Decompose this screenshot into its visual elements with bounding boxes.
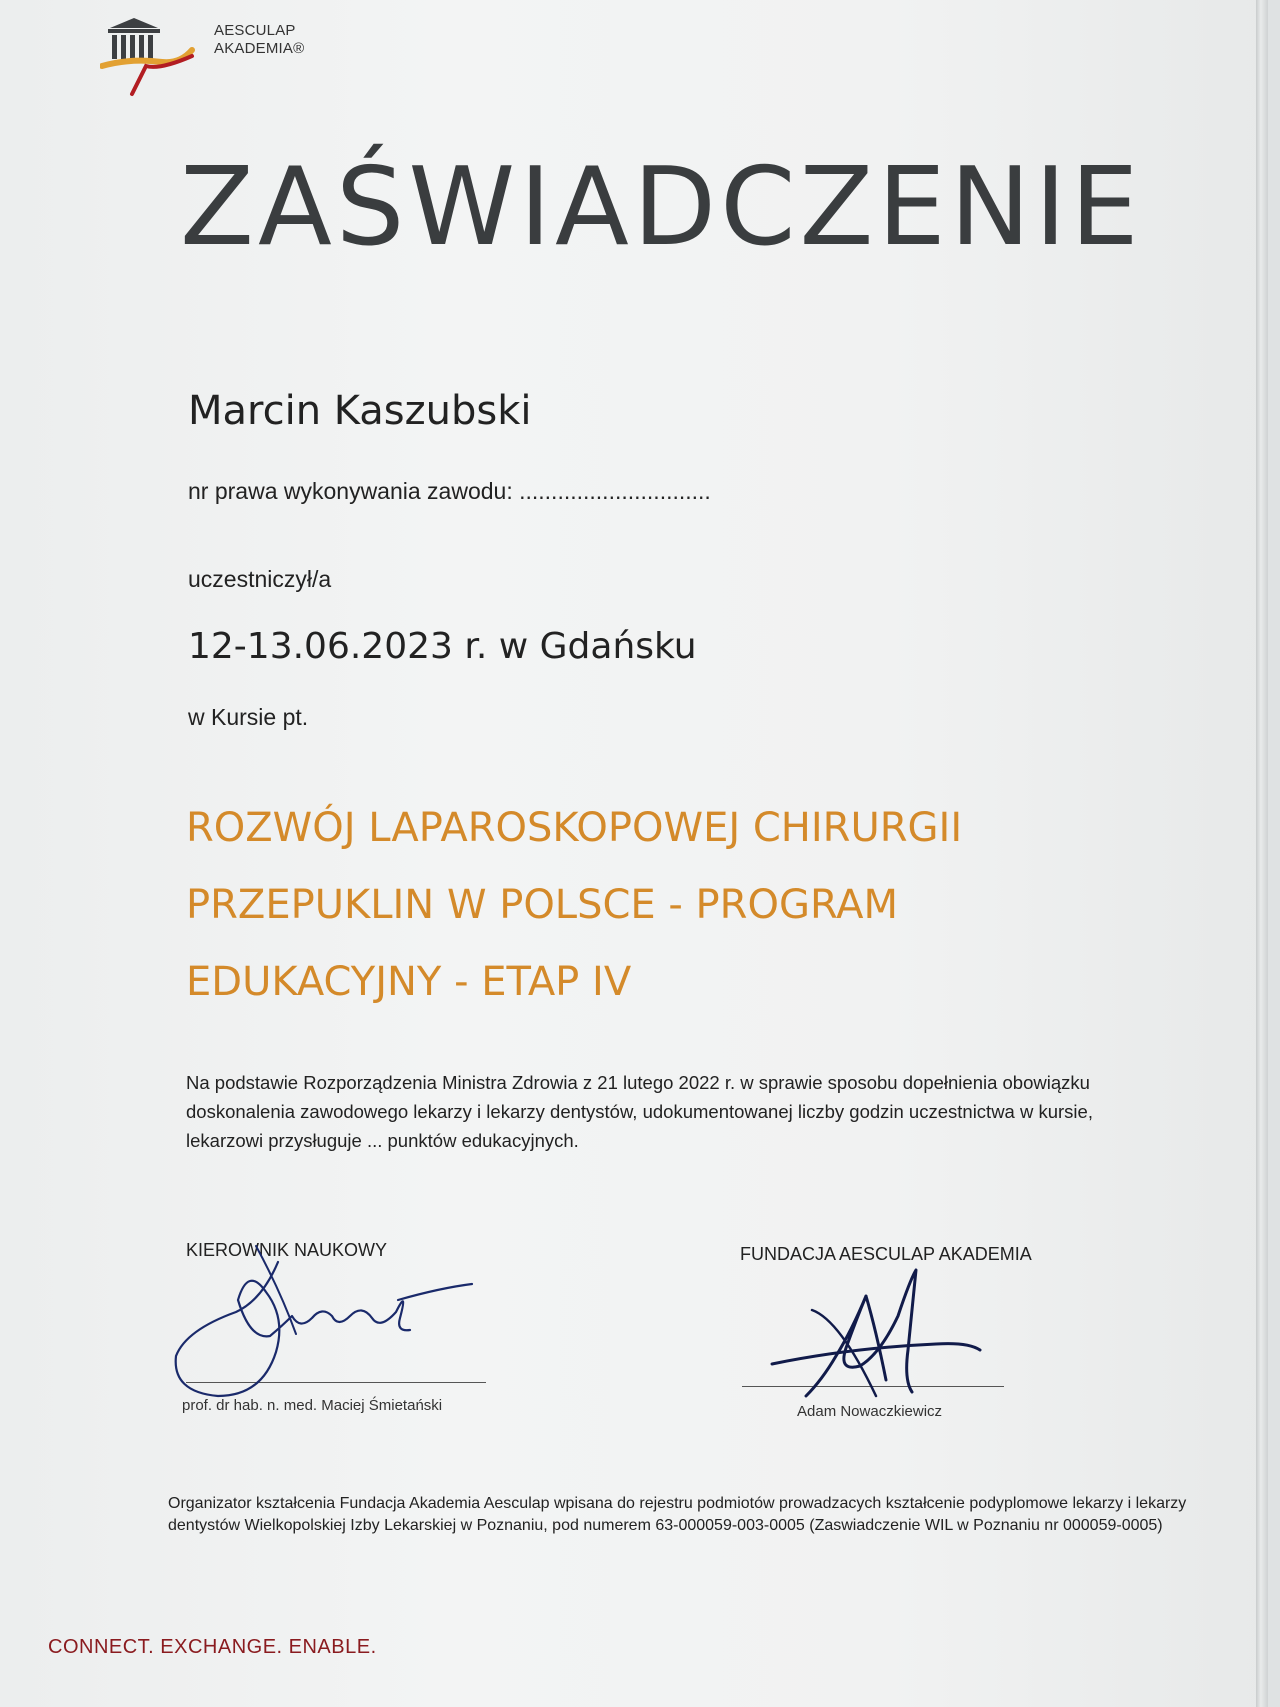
course-title [186,790,1146,1021]
page-edge [1256,0,1268,1707]
slogan: CONNECT. EXCHANGE. ENABLE. [48,1636,377,1658]
signature-line-left [186,1382,486,1383]
scientific-director-label: KIEROWNIK NAUKOWY [186,1240,388,1260]
course-title-line: PRZEPUKLIN W POLSCE - PROGRAM [186,882,898,928]
date-place: 12-13.06.2023 r. w Gdańsku [188,626,697,667]
legal-line: Na podstawie Rozporządzenia Ministra Zdrowia z 21 lutego 2022 r. w sprawie sposobu dopełnienia obowiązku [186,1072,1090,1093]
organizer-line: Organizator kształcenia Fundacja Akademia Aesculap wpisana do rejestru podmiotów prowadzacych kształcenie podyplomowe lekarzy i lekarzy [168,1495,1187,1512]
legal-line: doskonalenia zawodowego lekarzy i lekarzy dentystów, udokumentowanej liczby godzin uczestnictwa w kursie, [186,1101,1093,1122]
participant-name: Marcin Kaszubski [188,388,532,434]
course-title-line: EDUKACYJNY - ETAP IV [186,959,632,1005]
foundation-label: FUNDACJA AESCULAP AKADEMIA [740,1244,1032,1264]
signer-name-right: Adam Nowaczkiewicz [797,1403,943,1420]
license-number-line: nr prawa wykonywania zawodu: .............................. [188,478,711,504]
participated-text: uczestniczył/a [188,566,332,592]
organizer-line: dentystów Wielkopolskiej Izby Lekarskiej w Poznaniu, pod numerem 63-000059-003-0005 (Zaswiadczenie WIL w Poznaniu nr 000059-0005) [168,1517,1163,1534]
logo-text [214,22,304,58]
certificate-title: ZAŚWIADCZENIE [180,145,1143,270]
logo-line-2: AKADEMIA® [214,40,305,57]
signature-line-right [742,1386,1004,1387]
logo-line-1: AESCULAP [214,22,296,39]
course-intro: w Kursie pt. [188,704,309,730]
legal-line: lekarzowi przysługuje ... punktów edukacyjnych. [186,1130,579,1151]
signer-name-left: prof. dr hab. n. med. Maciej Śmietański [182,1397,443,1414]
organizer-note [168,1493,1187,1537]
legal-basis-text [186,1068,1146,1155]
course-title-line: ROZWÓJ LAPAROSKOPOWEJ CHIRURGII [186,805,963,851]
